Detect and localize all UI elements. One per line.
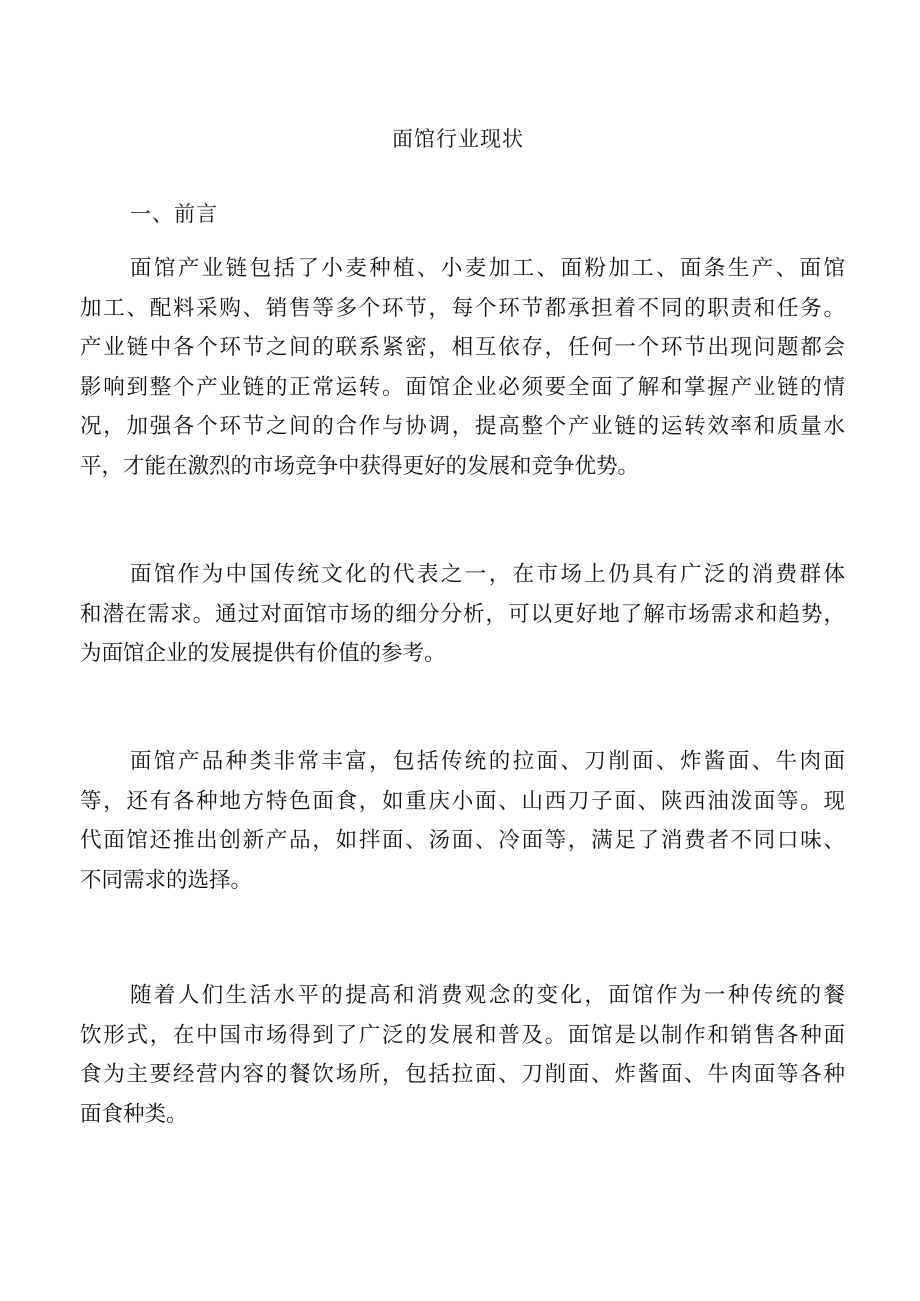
paragraph-line: 不同需求的选择。 bbox=[80, 867, 253, 893]
paragraph-line: 平，才能在激烈的市场竞争中获得更好的发展和竞争优势。 bbox=[80, 453, 640, 479]
paragraph-3 bbox=[80, 742, 845, 900]
paragraph-line: 产业链中各个环节之间的联系紧密，相互依存，任何一个环节出现问题都会 bbox=[80, 335, 845, 361]
paragraph-line: 面馆作为中国传统文化的代表之一，在市场上仍具有广泛的消费群体 bbox=[130, 562, 845, 587]
paragraph-line: 代面馆还推出创新产品，如拌面、汤面、冷面等，满足了消费者不同口味、 bbox=[80, 828, 845, 854]
section-heading: 一、前言 bbox=[130, 202, 218, 226]
paragraph-line: 影响到整个产业链的正常运转。面馆企业必须要全面了解和掌握产业链的情 bbox=[80, 374, 845, 400]
paragraph-line: 面馆产业链包括了小麦种植、小麦加工、面粉加工、面条生产、面馆 bbox=[130, 256, 845, 281]
paragraph-line: 况，加强各个环节之间的合作与协调，提高整个产业链的运转效率和质量水 bbox=[80, 414, 845, 440]
paragraph-line: 面食种类。 bbox=[80, 1101, 188, 1127]
paragraph-1 bbox=[80, 249, 845, 487]
paragraph-line: 加工、配料采购、销售等多个环节，每个环节都承担着不同的职责和任务。 bbox=[80, 295, 845, 321]
paragraph-line: 饮形式，在中国市场得到了广泛的发展和普及。面馆是以制作和销售各种面 bbox=[80, 1022, 845, 1048]
paragraph-line: 和潜在需求。通过对面馆市场的细分分析，可以更好地了解市场需求和趋势， bbox=[80, 601, 845, 627]
paragraph-line: 随着人们生活水平的提高和消费观念的变化，面馆作为一种传统的餐 bbox=[130, 983, 845, 1008]
paragraph-2 bbox=[80, 555, 845, 674]
document-title: 面馆行业现状 bbox=[392, 127, 524, 151]
paragraph-line: 为面馆企业的发展提供有价值的参考。 bbox=[80, 641, 446, 667]
paragraph-line: 等，还有各种地方特色面食，如重庆小面、山西刀子面、陕西油泼面等。现 bbox=[80, 788, 845, 814]
paragraph-line: 食为主要经营内容的餐饮场所，包括拉面、刀削面、炸酱面、牛肉面等各种 bbox=[80, 1062, 845, 1088]
paragraph-line: 面馆产品种类非常丰富，包括传统的拉面、刀削面、炸酱面、牛肉面 bbox=[130, 749, 845, 774]
paragraph-4 bbox=[80, 976, 845, 1134]
